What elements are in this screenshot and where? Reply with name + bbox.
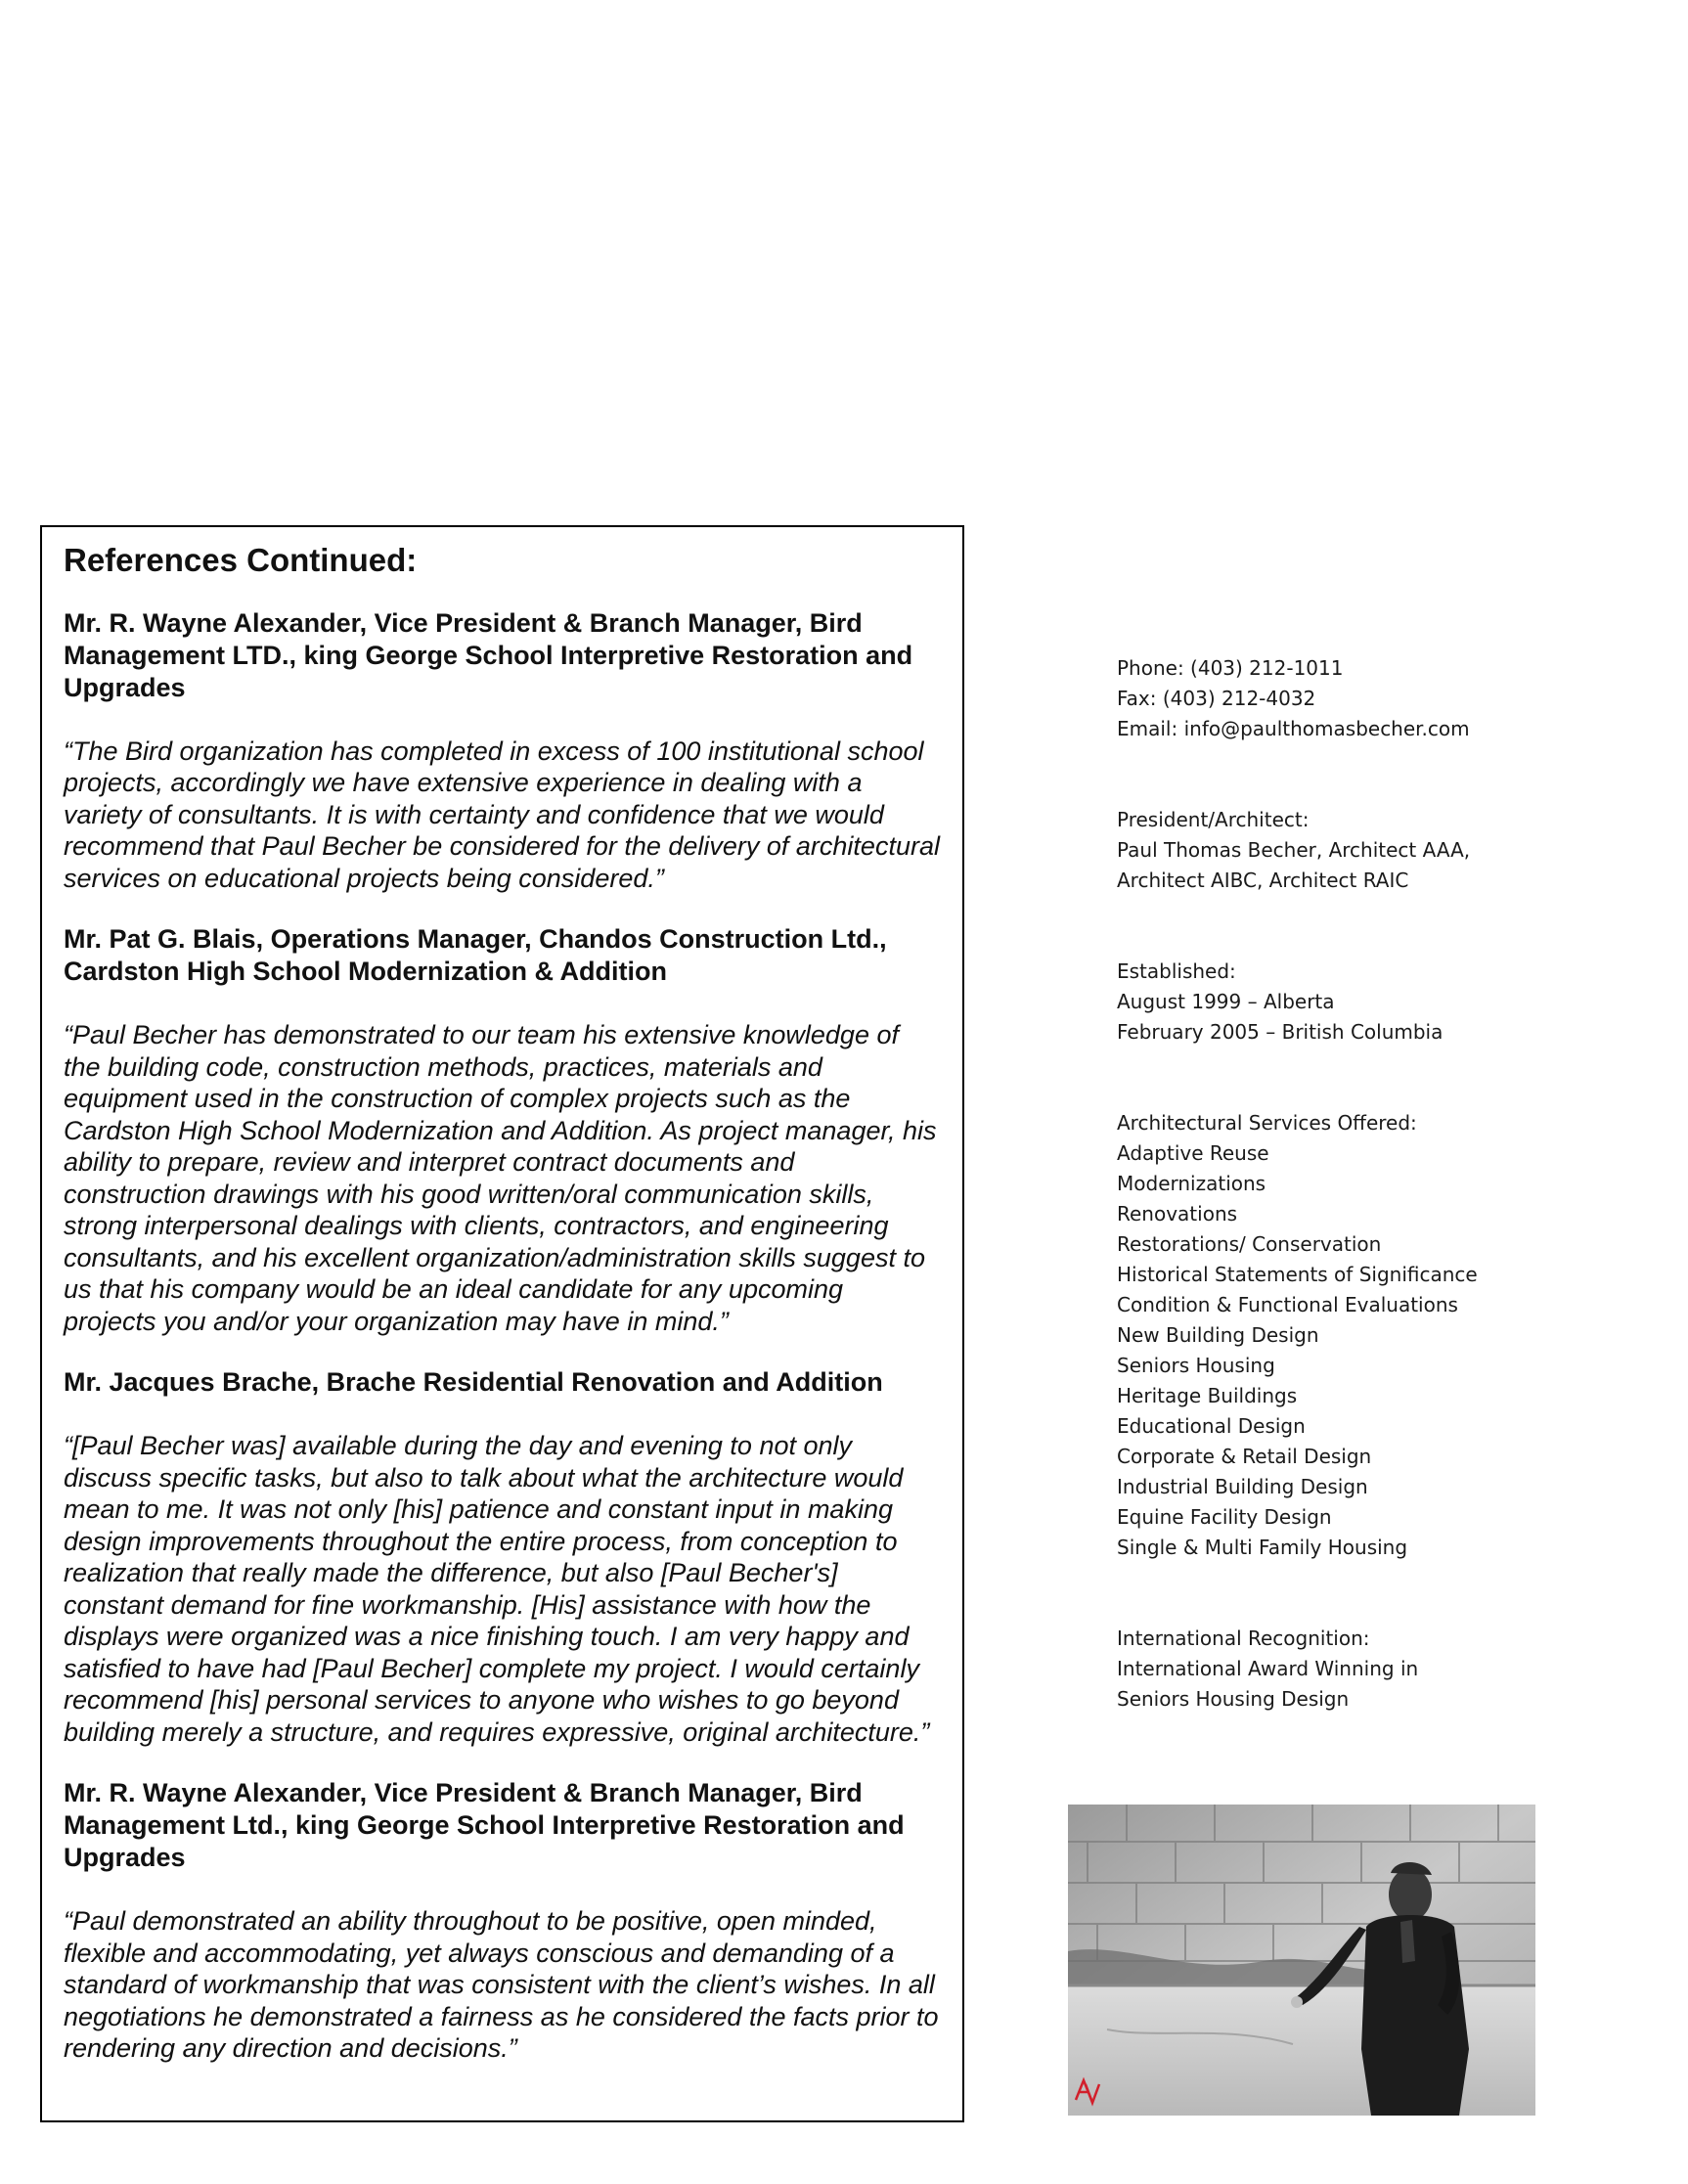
contact-block [1117,653,1528,744]
reference-quote-4: “Paul demonstrated an ability throughout to be positive, open minded, flexible and accommodating, yet always conscious and demanding of a standard of workmanship that was consistent with the client’s wishes. In all negotiations he demonstrated a fairness as he considered the facts prior to rendering any direction and decisions.” [64,1906,939,2064]
service-item: Equine Facility Design [1117,1505,1332,1529]
president-label: President/Architect: [1117,808,1310,831]
president-name: Paul Thomas Becher, Architect AAA, [1117,838,1471,862]
company-info-sidebar [1117,653,1528,1775]
service-item: New Building Design [1117,1323,1319,1347]
service-item: Heritage Buildings [1117,1384,1298,1407]
service-item: Corporate & Retail Design [1117,1445,1372,1468]
service-item: Renovations [1117,1202,1238,1226]
reference-heading-1: Mr. R. Wayne Alexander, Vice President & Branch Manager, Bird Management LTD., king George School Interpretive Restoration and Upgrades [64,607,913,702]
references-box [40,525,964,2122]
established-block [1117,957,1528,1047]
established-label: Established: [1117,959,1236,983]
phone-text: Phone: (403) 212-1011 [1117,656,1344,680]
service-item: Restorations/ Conservation [1117,1232,1382,1256]
architect-portrait-photo [1068,1805,1535,2116]
fax-text: Fax: (403) 212-4032 [1117,687,1316,710]
services-block [1117,1108,1528,1563]
service-item: Modernizations [1117,1172,1266,1195]
reference-heading-4: Mr. R. Wayne Alexander, Vice President & Branch Manager, Bird Management Ltd., king George School Interpretive Restoration and Upgrades [64,1778,905,1873]
recognition-line-2: Seniors Housing Design [1117,1687,1350,1711]
reference-heading-3: Mr. Jacques Brache, Brache Residential Renovation and Addition [64,1367,883,1398]
reference-quote-2: “Paul Becher has demonstrated to our team his extensive knowledge of the building code, construction methods, practices, materials and equipment used in the construction of complex projects such as the Cardston High School Modernization and Addition. As project manager, his ability to prepare, review and interpret contract documents and construction drawings with his good written/oral communication skills, strong interpersonal dealings with clients, contractors, and engineering consultants, and his excellent organization/administration skills suggest to us that his company would be an ideal candidate for any upcoming projects you and/or your organization may have in mind.” [64,1020,937,1336]
service-item: Single & Multi Family Housing [1117,1536,1408,1559]
service-item: Educational Design [1117,1414,1306,1438]
reference-quote-1: “The Bird organization has completed in excess of 100 institutional school projects, accordingly we have extensive experience in dealing with a variety of consultants. It is with certainty and confidence that we would recommend that Paul Becher be considered for the delivery of architectural services on educational projects being considered.” [64,735,940,893]
recognition-block [1117,1624,1528,1715]
service-item: Historical Statements of Significance [1117,1263,1478,1286]
services-label: Architectural Services Offered: [1117,1111,1417,1135]
reference-heading-2: Mr. Pat G. Blais, Operations Manager, Chandos Construction Ltd., Cardston High School Modernization & Addition [64,924,887,987]
email-text: Email: info@paulthomasbecher.com [1117,717,1470,740]
service-item: Condition & Functional Evaluations [1117,1293,1458,1316]
established-alberta: August 1999 – Alberta [1117,990,1335,1013]
established-bc: February 2005 – British Columbia [1117,1020,1444,1044]
references-title: References Continued: [64,542,418,578]
service-item: Seniors Housing [1117,1354,1275,1377]
recognition-label: International Recognition: [1117,1627,1370,1650]
president-block [1117,805,1528,896]
reference-quote-3: “[Paul Becher was] available during the day and evening to not only discuss specific tasks, but also to talk about what the architecture would mean to me. It was not only [his] patience and constant input in making design improvements throughout the entire process, from conception to realization that really made the difference, but also [Paul Becher's] constant demand for fine workmanship. [His] assistance with how the displays were organized was a nice finishing touch. I am very happy and satisfied to have had [Paul Becher] complete my project. I would certainly recommend [his] personal services to anyone who wishes to go beyond building merely a structure, and requires expressive, original architecture.” [64,1431,930,1747]
service-item: Adaptive Reuse [1117,1141,1269,1165]
president-credentials: Architect AIBC, Architect RAIC [1117,869,1409,892]
recognition-line-1: International Award Winning in [1117,1657,1419,1680]
service-item: Industrial Building Design [1117,1475,1368,1498]
